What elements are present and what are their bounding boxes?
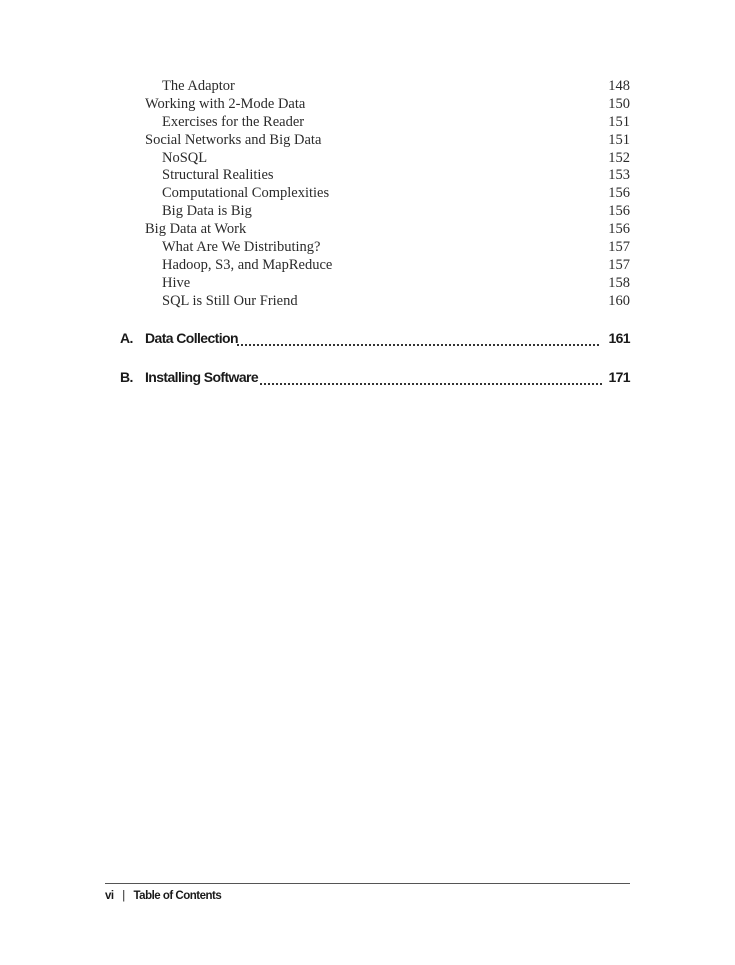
toc-entry-page: 157 (608, 256, 630, 273)
appendix-page: 171 (608, 369, 630, 385)
toc-entry-exercises-for-the-reader[interactable] (0, 114, 735, 132)
toc-entry-sql-is-still-our-friend[interactable] (0, 293, 735, 311)
toc-entry-page: 158 (608, 274, 630, 291)
toc-entry-structural-realities[interactable] (0, 167, 735, 185)
toc-entry-working-with-2-mode-data[interactable] (0, 96, 735, 114)
toc-entry-page: 152 (608, 149, 630, 166)
toc-entry-page: 157 (608, 239, 630, 256)
appendix-letter: A. (120, 330, 133, 346)
toc-entry-title: SQL is Still Our Friend (162, 292, 298, 309)
footer-page-number: vi (105, 890, 114, 902)
toc-entry-social-networks-and-big-data[interactable] (0, 132, 735, 150)
footer-section-title: Table of Contents (133, 890, 222, 902)
toc-entry-page: 156 (608, 203, 630, 220)
toc-entry-what-are-we-distributing[interactable] (0, 239, 735, 257)
dot-leader (260, 382, 602, 385)
toc-list (0, 78, 735, 311)
toc-entry-page: 153 (608, 167, 630, 184)
toc-entry-page: 160 (608, 292, 630, 309)
page-footer (105, 888, 221, 904)
appendix-page: 161 (608, 330, 630, 346)
toc-entry-computational-complexities[interactable] (0, 185, 735, 203)
toc-entry-title: Exercises for the Reader (162, 113, 305, 130)
toc-entry-page: 150 (608, 95, 630, 112)
toc-entry-the-adaptor[interactable] (0, 78, 735, 96)
toc-entry-hadoop-s3-mapreduce[interactable] (0, 257, 735, 275)
toc-entry-title: Hadoop, S3, and MapReduce (162, 256, 333, 273)
toc-appendix-a[interactable] (0, 328, 735, 348)
appendix-title: Data Collection (145, 330, 238, 346)
toc-entry-nosql[interactable] (0, 150, 735, 168)
footer-rule (105, 883, 630, 884)
toc-entry-big-data-at-work[interactable] (0, 221, 735, 239)
appendix-letter: B. (120, 369, 133, 385)
toc-entry-title: Big Data is Big (162, 203, 252, 220)
toc-entry-page: 156 (608, 221, 630, 238)
toc-entry-title: Structural Realities (162, 167, 274, 184)
toc-entry-page: 156 (608, 185, 630, 202)
toc-entry-hive[interactable] (0, 275, 735, 293)
toc-appendix-b[interactable] (0, 367, 735, 387)
toc-entry-big-data-is-big[interactable] (0, 203, 735, 221)
toc-entry-title: What Are We Distributing? (162, 239, 321, 256)
toc-entry-title: Big Data at Work (145, 221, 247, 238)
dot-leader (237, 343, 599, 346)
toc-entry-title: Hive (162, 274, 191, 291)
toc-entry-title: Computational Complexities (162, 185, 330, 202)
footer-separator: | (122, 890, 125, 902)
toc-entry-title: NoSQL (162, 149, 208, 166)
toc-entry-title: Working with 2-Mode Data (145, 95, 306, 112)
toc-entry-title: Social Networks and Big Data (145, 131, 322, 148)
toc-entry-page: 151 (608, 131, 630, 148)
toc-entry-page: 148 (608, 78, 630, 94)
toc-entry-title: The Adaptor (162, 78, 235, 94)
appendix-title: Installing Software (145, 369, 259, 385)
toc-entry-page: 151 (608, 113, 630, 130)
